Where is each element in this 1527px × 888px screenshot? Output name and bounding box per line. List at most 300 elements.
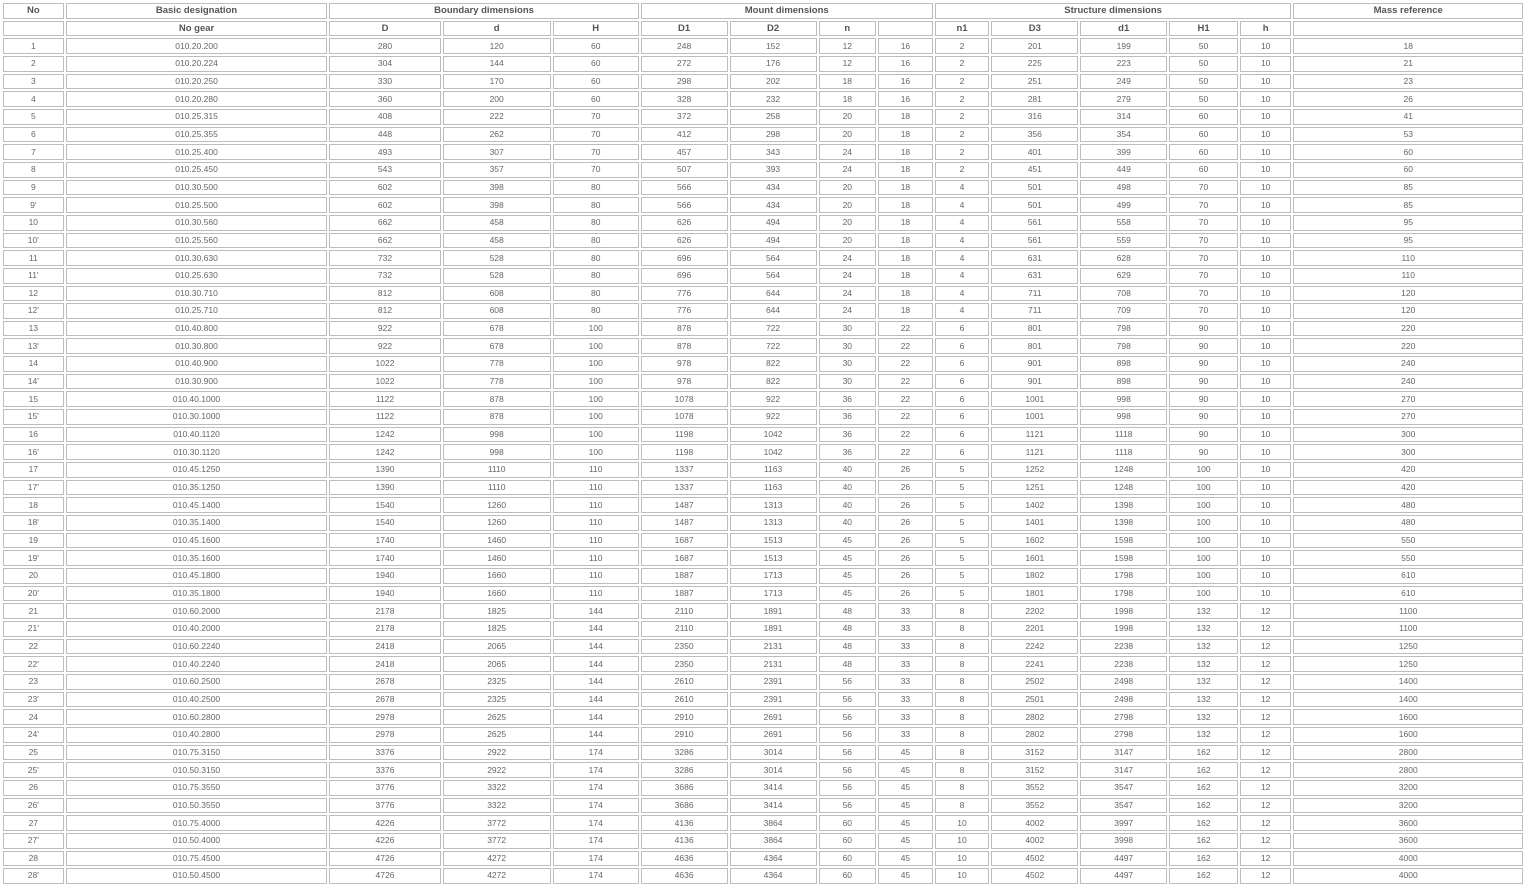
subheader-cell: D1 (641, 21, 728, 37)
table-cell: 1248 (1080, 462, 1167, 478)
table-cell: 26 (878, 515, 933, 531)
table-cell: 778 (443, 374, 551, 390)
table-row (3, 727, 1523, 743)
table-cell: 1402 (991, 497, 1078, 513)
table-cell: 343 (730, 144, 817, 160)
table-cell: 401 (991, 144, 1078, 160)
table-cell: 10 (1240, 38, 1292, 54)
table-cell: 4636 (641, 868, 728, 884)
table-cell: 1198 (641, 444, 728, 460)
table-cell: 8 (935, 674, 990, 690)
table-cell: 10 (1240, 91, 1292, 107)
table-cell: 220 (1293, 321, 1523, 337)
table-cell: 40 (819, 515, 877, 531)
table-cell: 629 (1080, 268, 1167, 284)
table-cell: 010.30.560 (66, 215, 328, 231)
table-cell: 18 (878, 109, 933, 125)
table-cell: 144 (553, 674, 639, 690)
table-cell: 010.50.3150 (66, 762, 328, 778)
table-cell: 2922 (443, 745, 551, 761)
table-cell: 26 (3, 780, 64, 796)
table-cell: 3997 (1080, 815, 1167, 831)
table-cell: 898 (1080, 356, 1167, 372)
table-cell: 100 (1169, 586, 1238, 602)
table-cell: 45 (878, 815, 933, 831)
table-cell: 3772 (443, 815, 551, 831)
table-cell: 14' (3, 374, 64, 390)
table-cell: 10 (1240, 286, 1292, 302)
table-cell: 10 (1240, 144, 1292, 160)
table-cell: 16 (878, 38, 933, 54)
table-cell: 110 (553, 462, 639, 478)
table-row (3, 74, 1523, 90)
table-cell: 3200 (1293, 780, 1523, 796)
table-cell: 010.45.1250 (66, 462, 328, 478)
table-cell: 3998 (1080, 833, 1167, 849)
table-cell: 732 (329, 250, 440, 266)
table-cell: 2 (935, 74, 990, 90)
table-cell: 1400 (1293, 692, 1523, 708)
table-cell: 248 (641, 38, 728, 54)
table-cell: 922 (329, 338, 440, 354)
table-cell: 304 (329, 56, 440, 72)
table-cell: 2691 (730, 727, 817, 743)
table-cell: 20 (819, 180, 877, 196)
table-cell: 5 (935, 480, 990, 496)
table-cell: 2238 (1080, 639, 1167, 655)
table-cell: 010.25.630 (66, 268, 328, 284)
table-cell: 22 (878, 427, 933, 443)
table-cell: 3200 (1293, 798, 1523, 814)
table-cell: 528 (443, 268, 551, 284)
table-cell: 10 (1240, 250, 1292, 266)
table-cell: 18 (878, 233, 933, 249)
table-cell: 24 (819, 303, 877, 319)
table-cell: 144 (553, 727, 639, 743)
table-cell: 222 (443, 109, 551, 125)
table-row (3, 268, 1523, 284)
subheader-cell: d (443, 21, 551, 37)
table-cell: 6 (935, 444, 990, 460)
subheader-cell: n1 (935, 21, 990, 37)
table-cell: 16 (878, 56, 933, 72)
table-cell: 822 (730, 374, 817, 390)
table-cell: 3600 (1293, 815, 1523, 831)
table-cell: 543 (329, 162, 440, 178)
table-cell: 16 (878, 91, 933, 107)
table-cell: 33 (878, 621, 933, 637)
table-cell: 10 (935, 815, 990, 831)
table-cell: 4002 (991, 833, 1078, 849)
table-cell: 2201 (991, 621, 1078, 637)
table-cell: 162 (1169, 851, 1238, 867)
table-cell: 878 (443, 409, 551, 425)
subheader-cell (1293, 21, 1523, 37)
table-cell: 8 (935, 727, 990, 743)
table-cell: 18 (819, 74, 877, 90)
table-cell: 26 (878, 462, 933, 478)
table-cell: 1398 (1080, 497, 1167, 513)
table-row (3, 621, 1523, 637)
table-cell: 70 (1169, 268, 1238, 284)
table-cell: 23 (3, 674, 64, 690)
table-cell: 100 (553, 444, 639, 460)
table-cell: 010.25.400 (66, 144, 328, 160)
table-cell: 298 (730, 127, 817, 143)
table-cell: 559 (1080, 233, 1167, 249)
table-cell: 010.30.630 (66, 250, 328, 266)
table-cell: 4002 (991, 815, 1078, 831)
table-cell: 26 (878, 497, 933, 513)
table-cell: 010.40.1000 (66, 391, 328, 407)
table-cell: 1660 (443, 568, 551, 584)
table-cell: 56 (819, 745, 877, 761)
table-cell: 270 (1293, 409, 1523, 425)
table-cell: 45 (878, 780, 933, 796)
table-cell: 100 (553, 374, 639, 390)
table-cell: 5 (935, 515, 990, 531)
table-cell: 010.20.224 (66, 56, 328, 72)
table-cell: 798 (1080, 338, 1167, 354)
table-cell: 501 (991, 180, 1078, 196)
table-row (3, 144, 1523, 160)
table-cell: 60 (1293, 162, 1523, 178)
table-cell: 6 (935, 391, 990, 407)
table-cell: 70 (1169, 286, 1238, 302)
table-cell: 1022 (329, 374, 440, 390)
table-cell: 354 (1080, 127, 1167, 143)
table-cell: 36 (819, 391, 877, 407)
table-cell: 36 (819, 409, 877, 425)
table-cell: 174 (553, 762, 639, 778)
table-cell: 162 (1169, 798, 1238, 814)
table-cell: 201 (991, 38, 1078, 54)
table-cell: 564 (730, 268, 817, 284)
table-cell: 1460 (443, 550, 551, 566)
table-cell: 10 (1240, 550, 1292, 566)
table-cell: 100 (1169, 568, 1238, 584)
table-cell: 22 (878, 338, 933, 354)
table-cell: 10 (1240, 56, 1292, 72)
table-cell: 33 (878, 692, 933, 708)
table-cell: 1740 (329, 533, 440, 549)
table-cell: 2691 (730, 709, 817, 725)
table-cell: 15' (3, 409, 64, 425)
table-cell: 1260 (443, 515, 551, 531)
subheader-cell (3, 21, 64, 37)
table-cell: 1251 (991, 480, 1078, 496)
table-cell: 010.45.1800 (66, 568, 328, 584)
table-cell: 48 (819, 621, 877, 637)
table-cell: 110 (553, 497, 639, 513)
table-cell: 132 (1169, 674, 1238, 690)
table-cell: 3152 (991, 762, 1078, 778)
table-cell: 010.60.2800 (66, 709, 328, 725)
table-cell: 10 (1240, 127, 1292, 143)
table-cell: 3864 (730, 815, 817, 831)
table-cell: 2325 (443, 692, 551, 708)
table-cell: 010.75.3150 (66, 745, 328, 761)
table-cell: 434 (730, 197, 817, 213)
table-cell: 23 (1293, 74, 1523, 90)
table-row (3, 197, 1523, 213)
table-cell: 22 (878, 409, 933, 425)
table-cell: 372 (641, 109, 728, 125)
table-cell: 40 (819, 462, 877, 478)
table-cell: 26 (878, 480, 933, 496)
table-cell: 70 (1169, 197, 1238, 213)
table-cell: 1487 (641, 515, 728, 531)
table-cell: 100 (1169, 497, 1238, 513)
table-cell: 24 (819, 162, 877, 178)
table-cell: 95 (1293, 215, 1523, 231)
table-cell: 22 (878, 391, 933, 407)
table-cell: 4226 (329, 815, 440, 831)
table-cell: 4136 (641, 815, 728, 831)
table-cell: 30 (819, 338, 877, 354)
table-cell: 1118 (1080, 427, 1167, 443)
table-row (3, 692, 1523, 708)
table-cell: 33 (878, 603, 933, 619)
table-cell: 010.60.2000 (66, 603, 328, 619)
table-cell: 3547 (1080, 780, 1167, 796)
table-cell: 110 (553, 568, 639, 584)
table-cell: 2625 (443, 727, 551, 743)
table-cell: 24 (819, 286, 877, 302)
table-cell: 2800 (1293, 745, 1523, 761)
table-cell: 45 (878, 745, 933, 761)
table-cell: 3552 (991, 798, 1078, 814)
table-cell: 010.50.4000 (66, 833, 328, 849)
table-cell: 144 (553, 709, 639, 725)
table-cell: 12 (819, 38, 877, 54)
table-cell: 162 (1169, 780, 1238, 796)
table-cell: 010.25.710 (66, 303, 328, 319)
table-cell: 26' (3, 798, 64, 814)
table-cell: 010.20.280 (66, 91, 328, 107)
table-cell: 70 (1169, 250, 1238, 266)
table-cell: 5 (3, 109, 64, 125)
table-row (3, 356, 1523, 372)
table-cell: 220 (1293, 338, 1523, 354)
table-cell: 80 (553, 215, 639, 231)
table-cell: 3414 (730, 780, 817, 796)
table-cell: 3772 (443, 833, 551, 849)
table-row (3, 303, 1523, 319)
table-cell: 16 (878, 74, 933, 90)
table-cell: 412 (641, 127, 728, 143)
table-cell: 2391 (730, 674, 817, 690)
table-cell: 3152 (991, 745, 1078, 761)
table-cell: 901 (991, 374, 1078, 390)
table-cell: 26 (878, 586, 933, 602)
table-cell: 162 (1169, 745, 1238, 761)
table-cell: 100 (1169, 550, 1238, 566)
table-cell: 33 (878, 727, 933, 743)
table-cell: 3776 (329, 798, 440, 814)
table-cell: 631 (991, 250, 1078, 266)
table-cell: 8 (935, 603, 990, 619)
table-cell: 330 (329, 74, 440, 90)
table-cell: 50 (1169, 74, 1238, 90)
table-cell: 90 (1169, 409, 1238, 425)
table-cell: 1825 (443, 603, 551, 619)
table-cell: 010.50.4500 (66, 868, 328, 884)
table-cell: 1802 (991, 568, 1078, 584)
table-cell: 458 (443, 233, 551, 249)
table-cell: 398 (443, 197, 551, 213)
table-cell: 10 (1240, 427, 1292, 443)
table-cell: 60 (553, 56, 639, 72)
table-cell: 60 (819, 868, 877, 884)
table-cell: 56 (819, 780, 877, 796)
table-cell: 18 (878, 215, 933, 231)
table-cell: 258 (730, 109, 817, 125)
table-cell: 1600 (1293, 709, 1523, 725)
table-cell: 602 (329, 180, 440, 196)
table-cell: 644 (730, 303, 817, 319)
table-cell: 100 (1169, 533, 1238, 549)
table-cell: 45 (878, 868, 933, 884)
table-cell: 6 (935, 427, 990, 443)
table-cell: 1460 (443, 533, 551, 549)
table-row (3, 745, 1523, 761)
table-cell: 60 (819, 851, 877, 867)
table-cell: 40 (819, 480, 877, 496)
table-cell: 110 (553, 480, 639, 496)
table-cell: 2678 (329, 692, 440, 708)
table-cell: 5 (935, 462, 990, 478)
subheader-cell: No gear (66, 21, 328, 37)
table-cell: 10 (935, 868, 990, 884)
table-cell: 778 (443, 356, 551, 372)
header-basic-designation: Basic designation (66, 3, 328, 19)
table-cell: 80 (553, 233, 639, 249)
table-cell: 225 (991, 56, 1078, 72)
table-row (3, 38, 1523, 54)
table-cell: 12 (819, 56, 877, 72)
table-cell: 494 (730, 215, 817, 231)
table-cell: 90 (1169, 321, 1238, 337)
table-row (3, 462, 1523, 478)
table-cell: 144 (553, 621, 639, 637)
table-cell: 24 (3, 709, 64, 725)
table-cell: 420 (1293, 462, 1523, 478)
table-cell: 18 (819, 91, 877, 107)
table-cell: 1687 (641, 550, 728, 566)
table-cell: 9' (3, 197, 64, 213)
table-cell: 10 (1240, 480, 1292, 496)
table-cell: 1540 (329, 515, 440, 531)
table-cell: 10 (1240, 391, 1292, 407)
table-cell: 95 (1293, 233, 1523, 249)
table-cell: 4 (935, 197, 990, 213)
table-cell: 10 (1240, 74, 1292, 90)
table-cell: 4 (935, 250, 990, 266)
table-cell: 2 (935, 109, 990, 125)
table-cell: 298 (641, 74, 728, 90)
table-cell: 90 (1169, 338, 1238, 354)
table-cell: 11' (3, 268, 64, 284)
table-cell: 280 (329, 38, 440, 54)
table-cell: 2110 (641, 621, 728, 637)
table-cell: 120 (1293, 286, 1523, 302)
table-row (3, 833, 1523, 849)
table-cell: 449 (1080, 162, 1167, 178)
table-cell: 448 (329, 127, 440, 143)
table-cell: 100 (553, 321, 639, 337)
table-cell: 20 (819, 215, 877, 231)
table-cell: 480 (1293, 515, 1523, 531)
table-cell: 100 (1169, 515, 1238, 531)
table-cell: 48 (819, 656, 877, 672)
table-cell: 316 (991, 109, 1078, 125)
table-cell: 1110 (443, 480, 551, 496)
table-cell: 300 (1293, 444, 1523, 460)
table-row (3, 286, 1523, 302)
table-cell: 8 (935, 798, 990, 814)
table-cell: 1 (3, 38, 64, 54)
table-cell: 399 (1080, 144, 1167, 160)
table-cell: 398 (443, 180, 551, 196)
table-cell: 12 (1240, 780, 1292, 796)
table-row (3, 815, 1523, 831)
table-cell: 1713 (730, 568, 817, 584)
table-cell: 708 (1080, 286, 1167, 302)
table-cell: 50 (1169, 91, 1238, 107)
table-cell: 2202 (991, 603, 1078, 619)
table-cell: 3552 (991, 780, 1078, 796)
table-cell: 1825 (443, 621, 551, 637)
table-cell: 2910 (641, 709, 728, 725)
table-cell: 1390 (329, 462, 440, 478)
table-cell: 18' (3, 515, 64, 531)
table-cell: 610 (1293, 586, 1523, 602)
table-cell: 494 (730, 233, 817, 249)
table-cell: 356 (991, 127, 1078, 143)
table-cell: 56 (819, 798, 877, 814)
table-cell: 2 (935, 56, 990, 72)
table-cell: 451 (991, 162, 1078, 178)
table-cell: 998 (1080, 409, 1167, 425)
table-cell: 20 (819, 197, 877, 213)
table-cell: 22 (3, 639, 64, 655)
table-cell: 3376 (329, 762, 440, 778)
table-cell: 100 (1169, 480, 1238, 496)
table-cell: 812 (329, 286, 440, 302)
table-cell: 2350 (641, 639, 728, 655)
table-cell: 561 (991, 215, 1078, 231)
table-cell: 4272 (443, 868, 551, 884)
table-row (3, 762, 1523, 778)
table-cell: 144 (553, 639, 639, 655)
table-cell: 300 (1293, 427, 1523, 443)
table-row (3, 656, 1523, 672)
table-row (3, 444, 1523, 460)
table-cell: 1313 (730, 515, 817, 531)
table-cell: 21 (1293, 56, 1523, 72)
table-cell: 4497 (1080, 851, 1167, 867)
table-cell: 70 (1169, 180, 1238, 196)
table-cell: 12' (3, 303, 64, 319)
table-cell: 2501 (991, 692, 1078, 708)
table-cell: 80 (553, 286, 639, 302)
table-cell: 2610 (641, 692, 728, 708)
table-cell: 174 (553, 833, 639, 849)
table-cell: 56 (819, 762, 877, 778)
table-cell: 10' (3, 233, 64, 249)
table-cell: 010.40.1120 (66, 427, 328, 443)
